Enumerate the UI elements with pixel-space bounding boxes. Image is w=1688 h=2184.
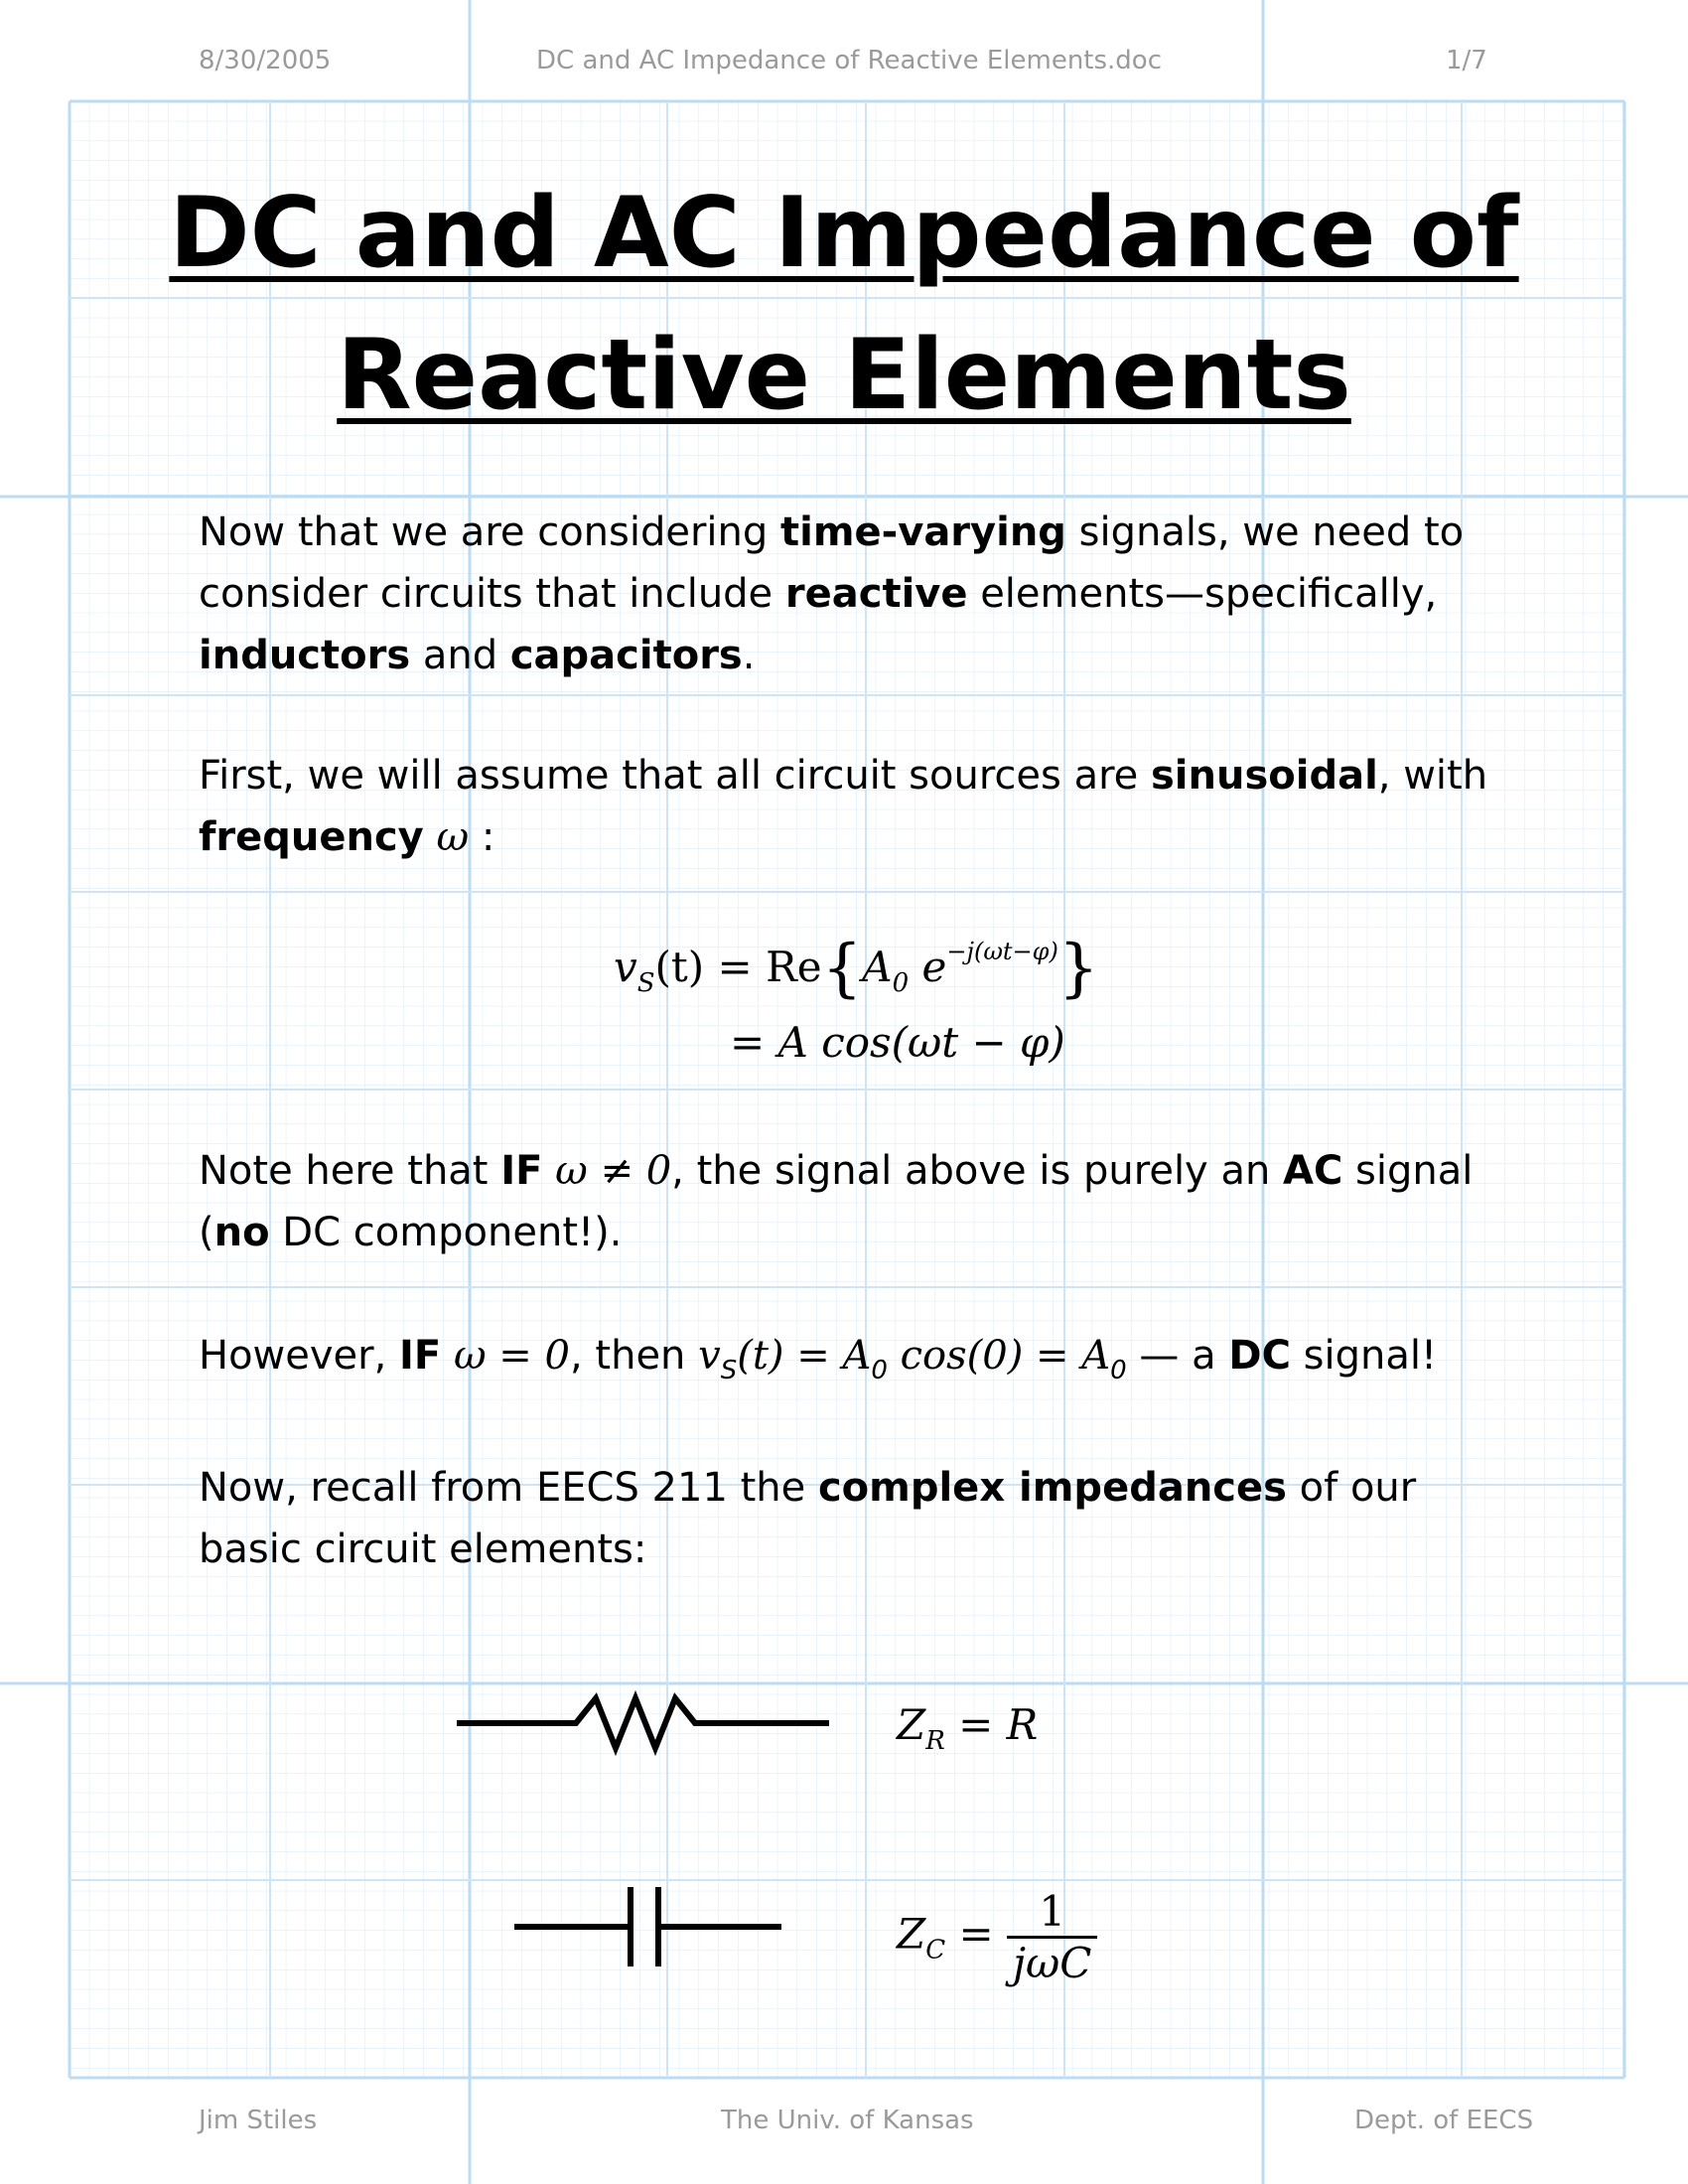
eq-e: e — [921, 943, 947, 991]
eq-text: (t) = Re — [654, 943, 822, 991]
eq-v: v — [614, 943, 637, 991]
eq-subscript: S — [636, 968, 655, 998]
text: and — [410, 633, 510, 678]
fraction-numerator: 1 — [1007, 1887, 1097, 1939]
eq-subscript: S — [720, 1356, 738, 1385]
text: — a — [1126, 1333, 1229, 1379]
eq-z: Z — [897, 1909, 926, 1959]
bold-term: complex impedances — [817, 1465, 1287, 1511]
text: signal ( — [199, 1148, 1474, 1255]
math-expr: (t) = A — [737, 1333, 872, 1379]
eq-subscript: 0 — [1110, 1356, 1127, 1385]
eq-text: = R — [958, 1700, 1039, 1749]
header-filename: DC and AC Impedance of Reactive Elements.doc — [536, 46, 1163, 75]
text: elements—specifically, — [967, 571, 1438, 617]
text: However, — [199, 1333, 400, 1379]
math-expr: v — [698, 1333, 721, 1379]
left-brace: { — [821, 932, 863, 1005]
text: , with — [1377, 753, 1488, 799]
text: Now, recall from EECS 211 the — [199, 1465, 818, 1511]
omega-symbol: ω — [436, 814, 470, 860]
text: , the signal above is purely an — [671, 1148, 1284, 1194]
bold-term: capacitors — [509, 633, 743, 678]
math-expr: ω ≠ 0 — [555, 1148, 672, 1194]
footer-university: The Univ. of Kansas — [721, 2106, 974, 2135]
text: signals, we need to consider circuits that include — [199, 510, 1465, 617]
resistor-icon — [452, 1690, 834, 1760]
bold-term: sinusoidal — [1150, 753, 1378, 799]
eq-subscript: 0 — [892, 968, 910, 998]
math-expr: ω = 0 — [453, 1333, 570, 1379]
paragraph-complex-impedances — [199, 1457, 1489, 1580]
text: First, we will assume that all circuit sources are — [199, 753, 1151, 799]
eq-exponent: −j(ωt−φ) — [946, 938, 1058, 965]
page-title-line-1: DC and AC Impedance of — [169, 177, 1519, 290]
paragraph-ac-signal — [199, 1140, 1489, 1263]
bold-term: IF — [399, 1333, 442, 1379]
right-brace: } — [1057, 932, 1099, 1005]
bold-term: DC — [1228, 1333, 1291, 1379]
bold-term: reactive — [784, 571, 968, 617]
eq-z: Z — [897, 1700, 926, 1749]
fraction-denominator: jωC — [1013, 1939, 1092, 1987]
text: of our basic circuit elements: — [199, 1465, 1417, 1572]
eq-cosine: = A cos(ωt − φ) — [730, 1018, 1065, 1067]
bold-term: time-varying — [780, 510, 1066, 555]
bold-term: AC — [1283, 1148, 1343, 1194]
eq-subscript: C — [925, 1935, 946, 1966]
header-date: 8/30/2005 — [199, 46, 332, 75]
fraction — [1007, 1887, 1097, 1987]
bold-term: no — [213, 1210, 270, 1255]
resistor-impedance — [897, 1700, 1038, 1756]
text: : — [469, 814, 495, 860]
bold-term: frequency — [199, 814, 424, 860]
text: signal! — [1290, 1333, 1437, 1379]
paragraph-dc-signal — [199, 1325, 1529, 1401]
bold-term: IF — [500, 1148, 543, 1194]
text: , then — [569, 1333, 699, 1379]
paragraph-sinusoidal — [199, 745, 1489, 868]
math-expr: cos(0) = A — [900, 1333, 1111, 1379]
equation-source-cosine — [730, 1018, 1065, 1067]
equation-source-exponential — [614, 932, 1099, 1005]
page-title-line-2: Reactive Elements — [337, 319, 1351, 432]
text: Note here that — [199, 1148, 501, 1194]
text: . — [742, 633, 756, 678]
header-page-number: 1/7 — [1446, 46, 1487, 75]
eq-subscript: R — [925, 1726, 945, 1756]
footer-author: Jim Stiles — [199, 2106, 318, 2135]
footer-department: Dept. of EECS — [1354, 2106, 1534, 2135]
eq-amplitude: A — [862, 943, 893, 991]
eq-subscript: 0 — [871, 1356, 888, 1385]
bold-term: inductors — [199, 633, 411, 678]
text: DC component!). — [269, 1210, 623, 1255]
text: Now that we are considering — [199, 510, 780, 555]
eq-equals: = — [958, 1909, 994, 1959]
capacitor-icon — [511, 1879, 784, 1978]
paragraph-time-varying — [199, 502, 1489, 686]
capacitor-impedance — [897, 1887, 1097, 1987]
